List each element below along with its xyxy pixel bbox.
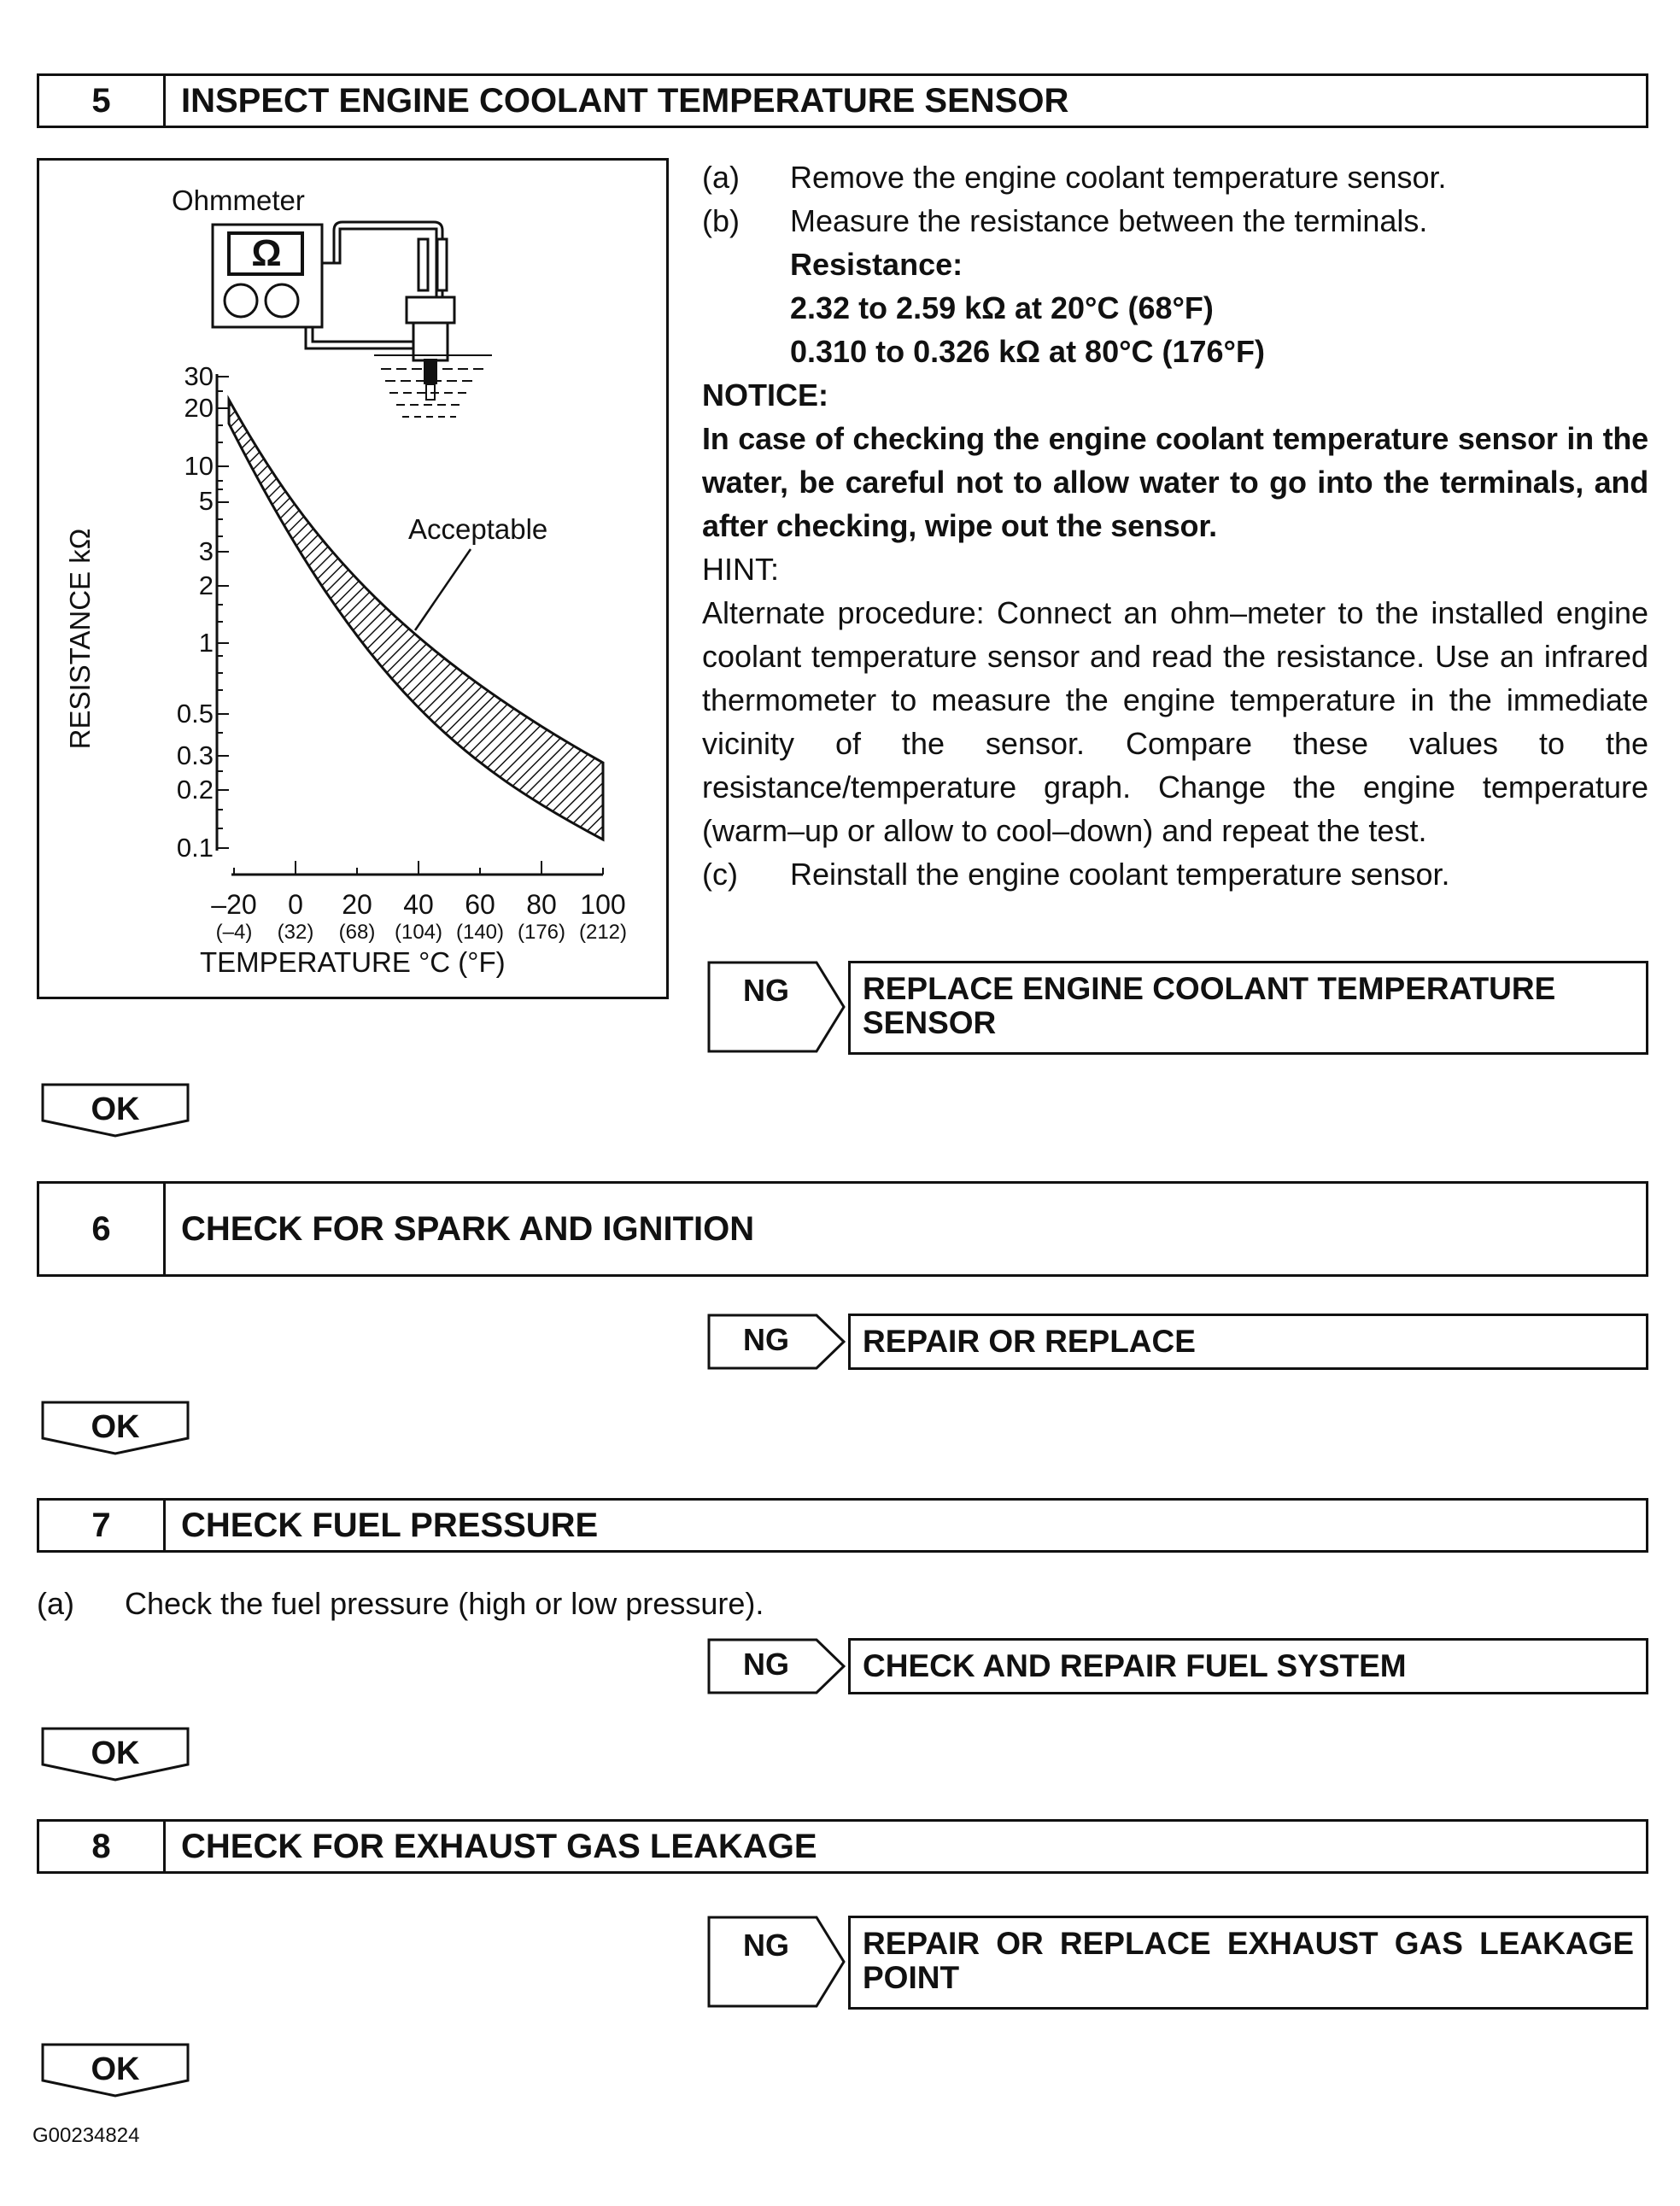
acceptable-band xyxy=(229,400,603,840)
x-tick-label: –20 xyxy=(211,889,257,920)
item-text: Measure the resistance between the terminals. xyxy=(790,203,1428,238)
x-axis-label: TEMPERATURE °C (°F) xyxy=(200,946,506,978)
ng-action-text: REPAIR OR REPLACE EXHAUST GAS LEAKAGE POINT xyxy=(863,1926,1634,1995)
ng-branch xyxy=(707,961,852,1053)
x-tick-label-f: (140) xyxy=(455,921,505,944)
y-axis-label: RESISTANCE kΩ xyxy=(64,528,96,750)
x-tick-label: 60 xyxy=(465,889,495,920)
ng-action-text: REPLACE ENGINE COOLANT TEMPERATURE SENSOR xyxy=(863,971,1556,1040)
ng-label: NG xyxy=(743,1647,789,1682)
ok-branch xyxy=(41,1727,190,1782)
notice-text: In case of checking the engine coolant temperature sensor in the water, be careful not to allow water to go into the terminals, and after checking, wipe out the sensor. xyxy=(702,421,1648,543)
item-label: (c) xyxy=(702,857,738,892)
ok-branch xyxy=(41,2043,190,2098)
ok-branch xyxy=(41,1401,190,1455)
ok-label: OK xyxy=(91,1409,140,1445)
ng-action-box xyxy=(848,1916,1648,2010)
ng-branch xyxy=(707,1314,852,1370)
ng-action-text: REPAIR OR REPLACE xyxy=(863,1324,1196,1359)
step-number: 8 xyxy=(39,1822,166,1871)
x-tick-label-f: (–4) xyxy=(215,921,253,944)
step-number: 5 xyxy=(39,76,166,126)
item-label: (b) xyxy=(702,203,740,238)
ng-action-box xyxy=(848,1638,1648,1694)
ohmmeter-label: Ohmmeter xyxy=(172,184,305,216)
x-tick-label: 80 xyxy=(526,889,557,920)
y-tick-label: 2 xyxy=(198,571,214,600)
y-tick-label: 3 xyxy=(198,536,214,566)
y-tick-label: 0.2 xyxy=(176,775,214,805)
item-label: (a) xyxy=(702,160,740,195)
acceptable-leader xyxy=(415,549,471,630)
ng-branch xyxy=(707,1638,852,1694)
resistance-temperature-diagram xyxy=(37,158,669,999)
y-tick-label: 5 xyxy=(198,486,214,516)
ng-action-box xyxy=(848,1314,1648,1370)
resistance-heading: Resistance: xyxy=(790,247,963,282)
step-7-header xyxy=(37,1498,1648,1553)
ok-label: OK xyxy=(91,1091,140,1127)
resistance-spec: 2.32 to 2.59 kΩ at 20°C (68°F) xyxy=(790,290,1214,325)
probe xyxy=(419,239,428,290)
item-label: (a) xyxy=(37,1586,74,1621)
x-tick-label-f: (176) xyxy=(517,921,566,944)
ohm-symbol: Ω xyxy=(251,232,282,274)
y-tick-label: 10 xyxy=(184,451,214,481)
probe xyxy=(437,239,447,290)
sensor-body xyxy=(407,297,454,323)
step5-instructions xyxy=(702,155,1648,896)
figure-code: G00234824 xyxy=(32,2124,140,2147)
y-tick-label: 0.5 xyxy=(176,699,214,729)
ok-branch xyxy=(41,1083,190,1138)
y-tick-label: 20 xyxy=(184,393,214,423)
y-tick-label: 30 xyxy=(184,361,214,391)
ng-label: NG xyxy=(743,1928,789,1963)
x-tick-label: 0 xyxy=(288,889,303,920)
x-tick-label: 100 xyxy=(580,889,626,920)
step-8-header xyxy=(37,1819,1648,1874)
ng-branch xyxy=(707,1916,852,2008)
item-text: Check the fuel pressure (high or low pressure). xyxy=(125,1586,764,1621)
y-tick-label: 0.1 xyxy=(176,833,214,863)
step-number: 7 xyxy=(39,1501,166,1550)
hint-text: Alternate procedure: Connect an ohm–meter to the installed engine coolant temperature sensor and read the resistance. Use an infrared thermometer to measure the engine temperature in the immediate vicinity of the sensor. Compare these values to the resistance/temperature graph. Change the engine temperature (warm–up or allow to cool–down) and repeat the test. xyxy=(702,595,1648,848)
ng-action-box xyxy=(848,961,1648,1055)
step7-instruction xyxy=(37,1582,764,1625)
hint-heading: HINT: xyxy=(702,552,779,587)
ng-label: NG xyxy=(743,1322,789,1357)
y-tick-label: 0.3 xyxy=(176,740,214,770)
resistance-spec: 0.310 to 0.326 kΩ at 80°C (176°F) xyxy=(790,334,1265,369)
acceptable-label: Acceptable xyxy=(408,513,548,545)
x-tick-label-f: (32) xyxy=(277,921,314,944)
x-tick-label-f: (68) xyxy=(338,921,376,944)
item-text: Reinstall the engine coolant temperature sensor. xyxy=(790,857,1450,892)
step-5-header xyxy=(37,73,1648,128)
ohmmeter-terminal xyxy=(225,284,257,317)
x-tick-label: 20 xyxy=(342,889,372,920)
ok-label: OK xyxy=(91,1735,140,1771)
step-6-header xyxy=(37,1181,1648,1277)
ohmmeter-terminal xyxy=(266,284,298,317)
step-number: 6 xyxy=(39,1184,166,1274)
x-axis-ticks xyxy=(234,861,603,875)
y-axis-ticks xyxy=(217,377,229,848)
item-text: Remove the engine coolant temperature sensor. xyxy=(790,160,1447,195)
ng-action-text: CHECK AND REPAIR FUEL SYSTEM xyxy=(863,1648,1407,1683)
diagram-graphics xyxy=(39,161,666,997)
x-tick-label-f: (104) xyxy=(394,921,443,944)
notice-heading: NOTICE: xyxy=(702,377,828,413)
step-title: CHECK FOR EXHAUST GAS LEAKAGE xyxy=(181,1827,817,1865)
ng-label: NG xyxy=(743,973,789,1008)
x-tick-label-f: (212) xyxy=(578,921,628,944)
ok-label: OK xyxy=(91,2051,140,2087)
step-title: INSPECT ENGINE COOLANT TEMPERATURE SENSOR xyxy=(181,81,1069,120)
step-title: CHECK FUEL PRESSURE xyxy=(181,1506,599,1544)
step-title: CHECK FOR SPARK AND IGNITION xyxy=(181,1209,755,1248)
y-tick-label: 1 xyxy=(198,628,214,658)
x-tick-label: 40 xyxy=(403,889,434,920)
